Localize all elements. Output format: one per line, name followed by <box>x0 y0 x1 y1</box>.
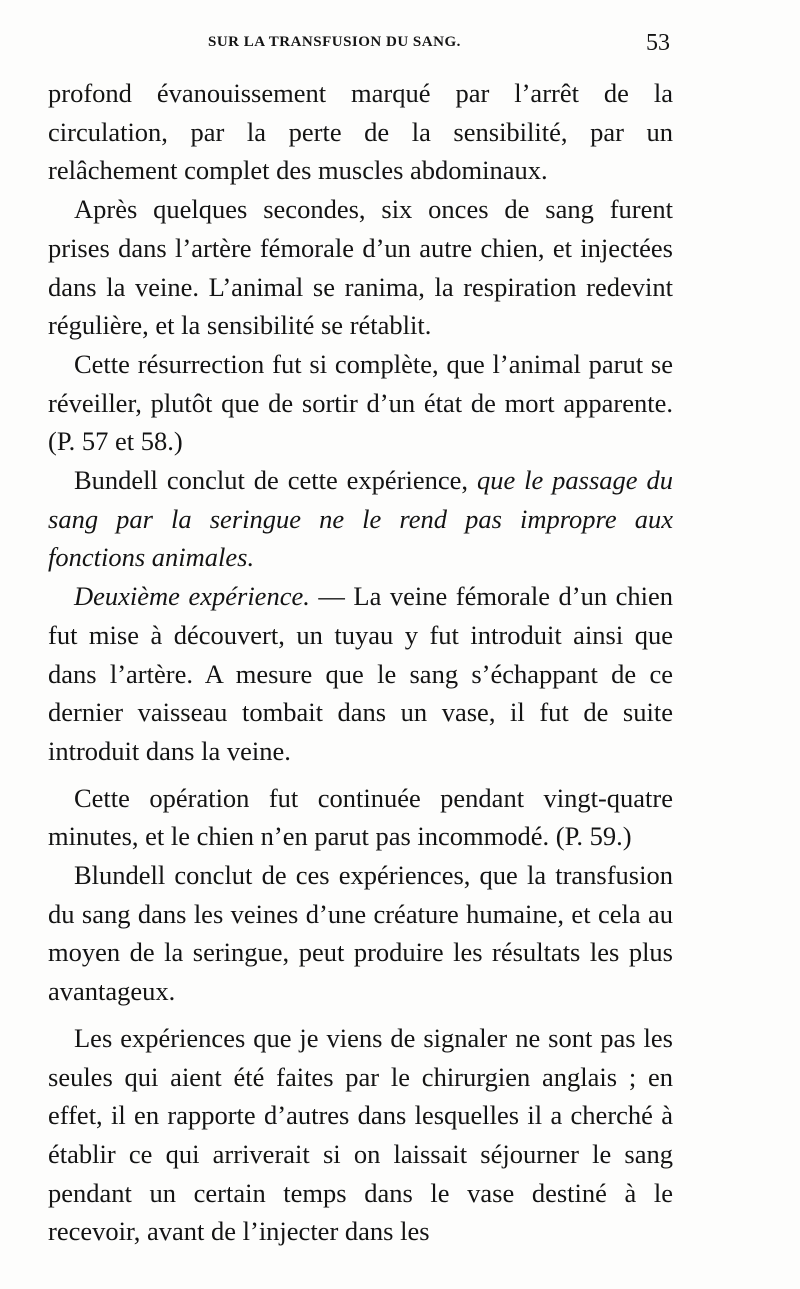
running-head: SUR LA TRANSFUSION DU SANG. <box>208 34 461 50</box>
paragraph-1: profond évanouissement marqué par l’arrêt de la circulation, par la perte de la sensibilité, par un relâchement complet des muscles abdominaux. <box>48 78 673 186</box>
paragraph-4-italic: que le passage du sang par la seringue ne le rend pas impropre aux fonctions animales. <box>48 465 673 573</box>
paragraph-7: Blundell conclut de ces expériences, que la transfusion du sang dans les veines d’une créature humaine, et cela au moyen de la seringue, peut produire les résultats les plus avantageux. <box>48 860 673 1007</box>
page-number: 53 <box>646 30 670 56</box>
paragraph-8: Les expériences que je viens de signaler ne sont pas les seules qui aient été faites par le chirurgien anglais ; en effet, il en rapporte d’autres dans lesquelles il a cherché à établir ce qui arriverait si on laissait séjourner le sang pendant un certain temps dans le vase destiné à le recevoir, avant de l’injecter dans les <box>48 1022 673 1247</box>
paragraph-4 <box>48 461 673 577</box>
paragraph-2: Après quelques secondes, six onces de sang furent prises dans l’artère fémorale d’un autre chien, et injectées dans la veine. L’animal se ranima, la respiration redevint régulière, et la sensibilité se rétablit. <box>48 194 673 341</box>
section-heading-deuxieme-experience: Deuxième expérience. <box>74 581 310 612</box>
page-header <box>48 30 670 60</box>
body-text <box>48 74 673 1251</box>
paragraph-3: Cette résurrection fut si complète, que l’animal parut se réveiller, plutôt que de sortir d’un état de mort apparente. (P. 57 et 58.) <box>48 348 673 457</box>
paragraph-5-text: — La veine fémorale d’un chien fut mise à découvert, un tuyau y fut introduit ainsi que dans l’artère. A mesure que le sang s’échappant de ce dernier vaisseau tombait dans un vase, il fut de suite introduit dans la veine. <box>48 581 673 766</box>
paragraph-6: Cette opération fut continuée pendant vingt-quatre minutes, et le chien n’en parut pas incommodé. (P. 59.) <box>48 782 673 852</box>
paragraph-4-text: Bundell conclut de cette expérience, <box>74 465 477 496</box>
paragraph-5 <box>48 577 673 771</box>
